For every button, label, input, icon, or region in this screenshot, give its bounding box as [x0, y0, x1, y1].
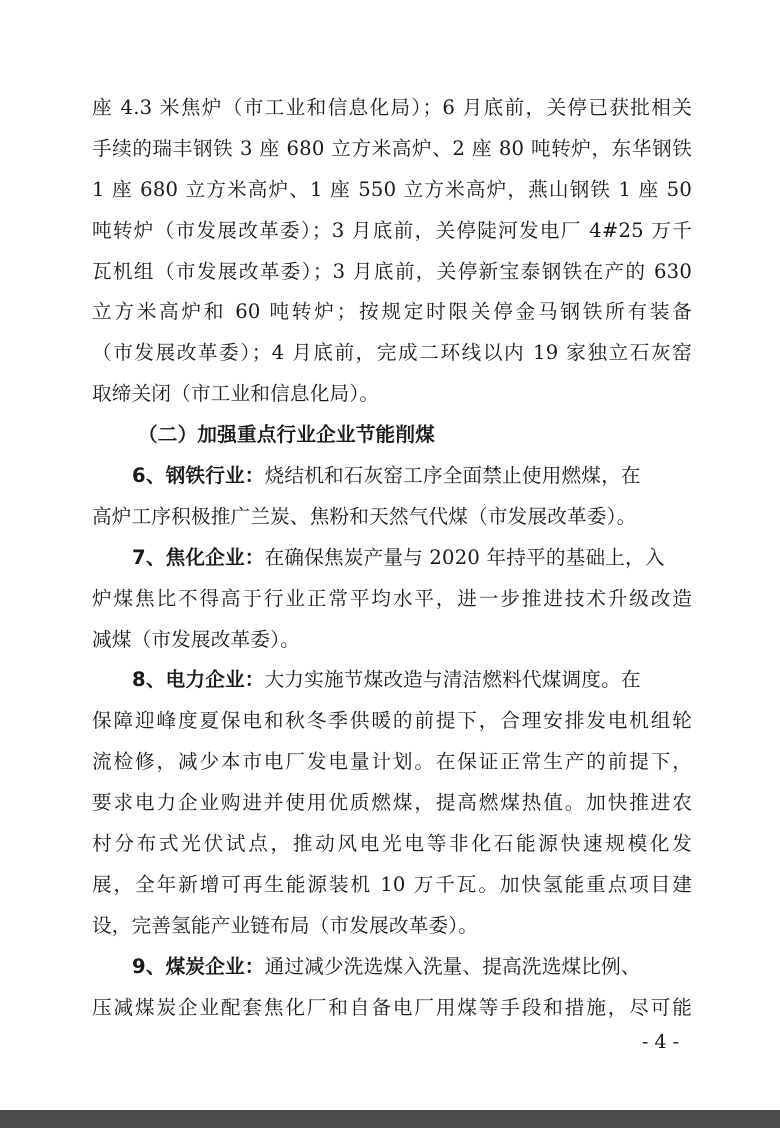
text-line: 炉煤焦比不得高于行业正常平均水平，进一步推进技术升级改造 [92, 586, 692, 610]
item-lead: 6、钢铁行业： [132, 464, 265, 488]
section-heading: （二）加强重点行业企业节能削煤 [138, 423, 435, 447]
text-line: 座 4.3 米焦炉（市工业和信息化局）；6 月底前，关停已获批相关 [92, 96, 692, 119]
item-first-line [92, 456, 692, 497]
document-body [92, 88, 692, 1028]
text-line: 吨转炉（市发展改革委）；3 月底前，关停陡河发电厂 4#25 万千 [92, 218, 692, 242]
item-lead: 8、电力企业： [132, 668, 265, 692]
text-line: 展，全年新增可再生能源装机 10 万千瓦。加快氢能重点项目建 [92, 872, 692, 896]
item-lead: 9、煤炭企业： [132, 954, 265, 978]
text-line: 立方米高炉和 60 吨转炉；按规定时限关停金马钢铁所有装备 [92, 300, 692, 324]
item-text: 大力实施节煤改造与清洁燃料代煤调度。在 [264, 668, 641, 692]
text-line: 压减煤炭企业配套焦化厂和自备电厂用煤等手段和措施，尽可能 [92, 995, 692, 1019]
item-lead: 7、焦化企业： [132, 545, 265, 569]
text-line: 取缔关闭（市工业和信息化局）。 [92, 382, 380, 406]
item-first-line [92, 660, 692, 701]
viewer-bottom-bar [0, 1110, 780, 1128]
text-line: 要求电力企业购进并使用优质燃煤，提高燃煤热值。加快推进农 [92, 791, 692, 815]
text-line: 1 座 680 立方米高炉、1 座 550 立方米高炉，燕山钢铁 1 座 50 [92, 177, 692, 201]
item-text: 在确保焦炭产量与 2020 年持平的基础上，入 [264, 545, 665, 569]
page-number: - 4 - [642, 1031, 680, 1053]
item-text: 烧结机和石灰窑工序全面禁止使用燃煤，在 [264, 464, 641, 488]
text-line: 村分布式光伏试点，推动风电光电等非化石能源快速规模化发 [92, 832, 692, 856]
text-line: 减煤（市发展改革委）。 [92, 627, 300, 651]
text-line: 手续的瑞丰钢铁 3 座 680 立方米高炉、2 座 80 吨转炉，东华钢铁 [92, 136, 692, 160]
item-first-line [92, 538, 692, 579]
text-line: 高炉工序积极推广兰炭、焦粉和天然气代煤（市发展改革委）。 [92, 504, 637, 528]
text-line: （市发展改革委）；4 月底前，完成二环线以内 19 家独立石灰窑 [92, 341, 692, 365]
text-line: 瓦机组（市发展改革委）；3 月底前，关停新宝泰钢铁在产的 630 [92, 259, 692, 283]
text-line: 设，完善氢能产业链布局（市发展改革委）。 [92, 913, 479, 937]
text-line: 保障迎峰度夏保电和秋冬季供暖的前提下，合理安排发电机组轮 [92, 709, 692, 733]
item-first-line [92, 947, 692, 988]
item-text: 通过减少洗选煤入洗量、提高洗选煤比例、 [264, 954, 641, 978]
text-line: 流检修，减少本市电厂发电量计划。在保证正常生产的前提下， [92, 750, 692, 774]
